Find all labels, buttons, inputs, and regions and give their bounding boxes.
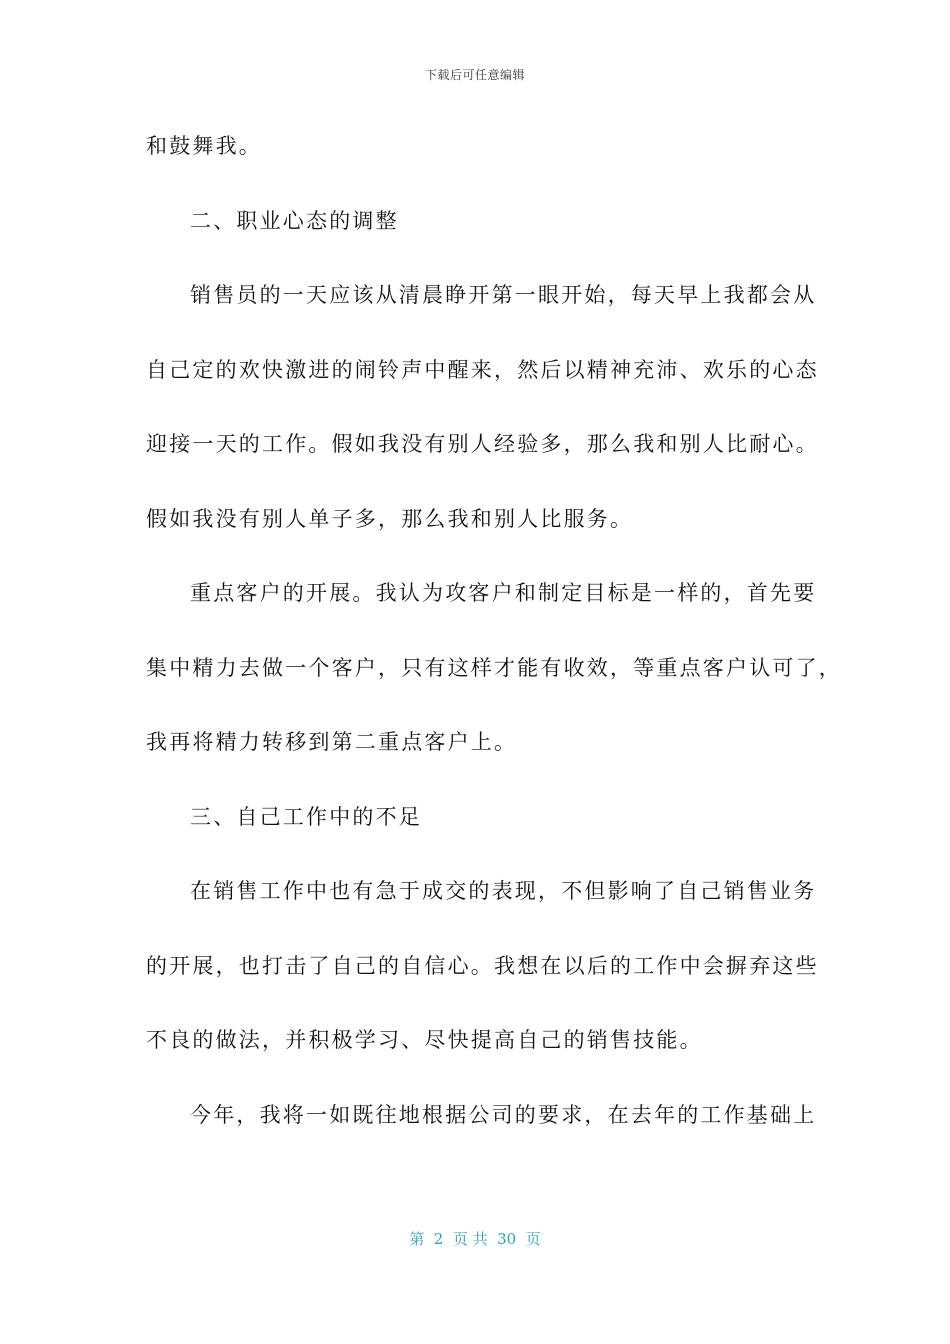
page-number-footer: 第 2 页 共 30 页 xyxy=(409,1230,541,1248)
paragraph-line: 今年，我将一如既往地根据公司的要求，在去年的工作基础上 xyxy=(190,1102,817,1127)
section-heading: 二、职业心态的调整 xyxy=(190,208,399,233)
paragraph-line: 在销售工作中也有急于成交的表现，不但影响了自己销售业务 xyxy=(190,879,817,903)
paragraph-line: 假如我没有别人单子多，那么我和别人比服务。 xyxy=(146,506,634,531)
document-body xyxy=(146,128,842,1171)
paragraph-line: 销售员的一天应该从清晨睁开第一眼开始，每天早上我都会从 xyxy=(190,283,817,307)
paragraph-line: 和鼓舞我。 xyxy=(146,134,262,158)
paragraph-line: 重点客户的开展。我认为攻客户和制定目标是一样的，首先要 xyxy=(190,581,817,605)
paragraph-line: 迎接一天的工作。假如我没有别人经验多，那么我和别人比耐心。 xyxy=(146,432,819,456)
paragraph-line: 自己定的欢快激进的闹铃声中醒来，然后以精神充沛、欢乐的心态 xyxy=(146,357,819,382)
paragraph-line: 不良的做法，并积极学习、尽快提高自己的销售技能。 xyxy=(146,1028,703,1052)
paragraph-line: 我再将精力转移到第二重点客户上。 xyxy=(146,730,518,754)
paragraph-line: 的开展，也打击了自己的自信心。我想在以后的工作中会摒弃这些 xyxy=(146,953,819,978)
section-heading: 三、自己工作中的不足 xyxy=(190,804,422,829)
page-header: 下载后可任意编辑 xyxy=(424,68,525,82)
paragraph-line: 集中精力去做一个客户，只有这样才能有收效，等重点客户认可了， xyxy=(146,655,842,680)
